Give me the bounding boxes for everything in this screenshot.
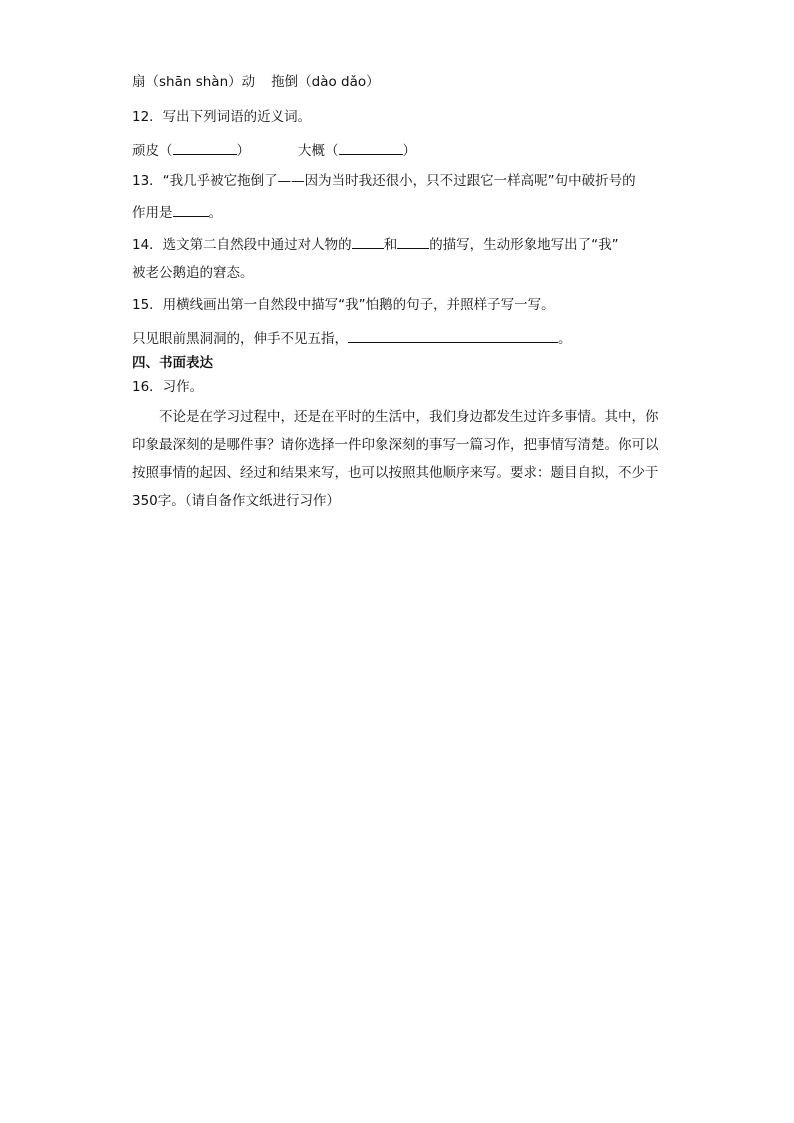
q12-blank-1[interactable] (173, 140, 237, 155)
q14-blank-1[interactable] (352, 234, 384, 249)
q13-blank[interactable] (173, 202, 209, 217)
q12-items: 顽皮（ ） 大概（ ） (132, 140, 416, 160)
pinyin-item-tuodao: 拖倒（dào dǎo） (271, 74, 380, 90)
q14-line-1: 14．选文第二自然段中通过对人物的 和 的描写，生动形象地写出了“我” (132, 234, 619, 254)
q15-blank[interactable] (348, 328, 558, 343)
q11-pinyin-line (132, 73, 380, 91)
pinyin-item-shandong: 扇（shān shàn）动 (132, 74, 256, 90)
q12-blank-2[interactable] (339, 140, 403, 155)
q15-line-1: 15．用横线画出第一自然段中描写“我”怕鹅的句子，并照样子写一写。 (132, 297, 555, 313)
q16-paragraph: 不论是在学习过程中，还是在平时的生活中，我们身边都发生过许多事情。其中，你印象最深刻的是哪件事？请你选择一件印象深刻的事写一篇习作，把事情写清楚。你可以按照事情的起因、经过和结果来写，也可以按照其他顺序来写。要求：题目自拟，不少于 350字。（请自备作文纸进行习作） (132, 409, 659, 509)
q14-blank-2[interactable] (397, 234, 429, 249)
q12-word-dagai: 大概（ (298, 143, 339, 159)
q16-label: 16．习作。 (132, 379, 204, 395)
q12-prompt: 12．写出下列词语的近义词。 (132, 109, 312, 125)
q14-line-2: 被老公鹅追的窘态。 (132, 265, 254, 281)
q13-line-1: 13．“我几乎被它拖倒了——因为当时我还很小，只不过跟它一样高呢”句中破折号的 (132, 173, 636, 189)
q15-line-2: 只见眼前黑洞洞的，伸手不见五指， 。 (132, 328, 572, 348)
q12-word-wanpi: 顽皮（ (132, 143, 173, 159)
section-heading-written-expression: 四、书面表达 (132, 355, 213, 371)
q13-line-2: 作用是 。 (132, 202, 222, 222)
